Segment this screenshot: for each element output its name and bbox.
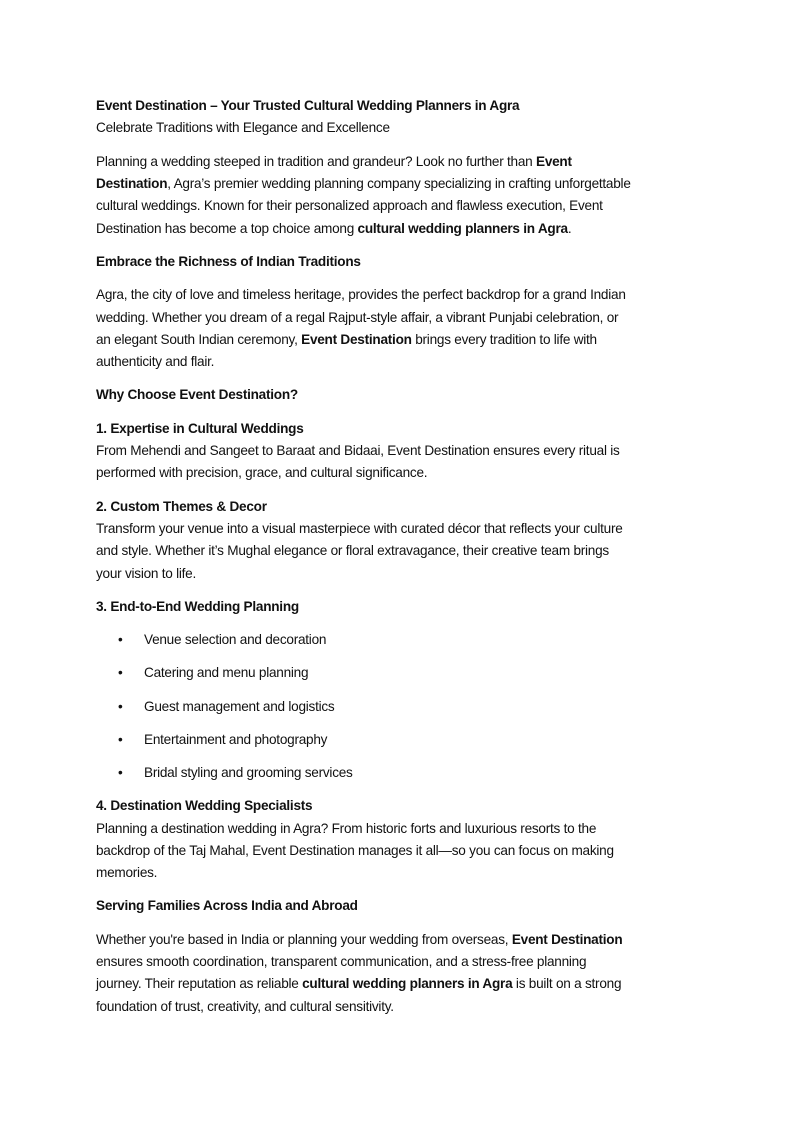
text: Whether you're based in India or planning your wedding from overseas, <box>96 931 512 947</box>
text-line <box>144 729 716 751</box>
text: cultural weddings. Known for their personalized approach and flawless execution, Event <box>96 198 603 214</box>
paragraph <box>96 151 716 241</box>
text-line <box>96 895 716 917</box>
bold-text: Destination <box>96 175 168 191</box>
text: and style. Whether it’s Mughal elegance or floral extravagance, their creative team brings <box>96 543 609 559</box>
bold-text: 2. Custom Themes & Decor <box>96 498 267 514</box>
paragraph <box>96 795 716 885</box>
text: Guest management and logistics <box>144 698 335 714</box>
text-line <box>96 596 716 618</box>
bold-text: Embrace the Richness of Indian Traditions <box>96 253 361 269</box>
text: Catering and menu planning <box>144 665 309 681</box>
text: , Agra’s premier wedding planning company specializing in crafting unforgettable <box>167 175 631 191</box>
text-line <box>96 173 716 195</box>
text-line <box>96 351 716 373</box>
bold-text: 1. Expertise in Cultural Weddings <box>96 420 304 436</box>
text: Agra, the city of love and timeless heritage, provides the perfect backdrop for a grand Indian <box>96 287 626 303</box>
text-line <box>96 929 716 951</box>
text: . <box>567 220 572 236</box>
text-line <box>96 862 716 884</box>
bullet-icon: • <box>118 632 123 648</box>
text: your vision to life. <box>96 565 197 581</box>
paragraph <box>96 929 716 1019</box>
text-line <box>144 762 716 784</box>
text: Planning a destination wedding in Agra? From historic forts and luxurious resorts to the <box>96 820 597 836</box>
bold-text: Serving Families Across India and Abroad <box>96 898 358 914</box>
text: From Mehendi and Sangeet to Baraat and Bidaai, Event Destination ensures every ritual is <box>96 443 620 459</box>
text: Entertainment and photography <box>144 731 328 747</box>
text: Transform your venue into a visual masterpiece with curated décor that reflects your culture <box>96 521 623 537</box>
text-line <box>96 795 716 817</box>
document-body <box>96 95 716 1029</box>
text-line <box>96 329 716 351</box>
text: ensures smooth coordination, transparent communication, and a stress-free planning <box>96 954 587 970</box>
text-line <box>96 840 716 862</box>
bullet-item <box>96 629 716 651</box>
text: performed with precision, grace, and cultural significance. <box>96 465 428 481</box>
paragraph <box>96 496 716 586</box>
text: Destination has become a top choice among <box>96 220 358 236</box>
paragraph <box>96 95 716 117</box>
text: brings every tradition to life with <box>411 331 597 347</box>
bold-text: Event <box>536 153 572 169</box>
text: is built on a strong <box>512 976 622 992</box>
paragraph <box>96 418 716 485</box>
bold-text: 3. End-to-End Wedding Planning <box>96 599 299 614</box>
text-line <box>96 218 716 240</box>
text-line <box>96 818 716 840</box>
text-line <box>96 307 716 329</box>
text-line <box>144 696 716 718</box>
bullet-icon: • <box>118 698 123 714</box>
bold-text: Event Destination <box>511 931 623 947</box>
text: Venue selection and decoration <box>144 632 327 648</box>
bold-text: Why Choose Event Destination? <box>96 387 298 403</box>
text: backdrop of the Taj Mahal, Event Destination manages it all—so you can focus on making <box>96 842 614 858</box>
bullet-item <box>96 762 716 784</box>
text-line <box>96 951 716 973</box>
text-line <box>96 462 716 484</box>
text-line <box>96 151 716 173</box>
bold-text: cultural wedding planners in Agra <box>357 220 568 236</box>
bullet-item <box>96 729 716 751</box>
text-line <box>96 117 716 139</box>
text-line <box>96 973 716 995</box>
paragraph <box>96 284 716 374</box>
paragraph <box>96 596 716 618</box>
text: Bridal styling and grooming services <box>144 764 353 780</box>
bold-text: Event Destination <box>301 331 412 347</box>
bold-text: cultural wedding planners in Agra <box>302 976 513 992</box>
text-line <box>96 284 716 306</box>
text-line <box>96 996 716 1018</box>
paragraph <box>96 117 716 139</box>
text-line <box>96 384 716 406</box>
text: memories. <box>96 865 158 881</box>
text-line <box>96 418 716 440</box>
bullet-icon: • <box>118 731 123 747</box>
text-line <box>96 195 716 217</box>
bullet-item <box>96 696 716 718</box>
text: foundation of trust, creativity, and cultural sensitivity. <box>96 998 394 1014</box>
text-line <box>96 563 716 585</box>
text: Planning a wedding steeped in tradition and grandeur? Look no further than <box>96 153 536 169</box>
text: wedding. Whether you dream of a regal Rajput-style affair, a vibrant Punjabi celebration, or <box>96 309 619 325</box>
text-line <box>144 629 716 651</box>
text-line <box>144 662 716 684</box>
text-line <box>96 95 716 117</box>
bullet-icon: • <box>118 665 123 681</box>
text-line <box>96 518 716 540</box>
text: Celebrate Traditions with Elegance and Excellence <box>96 120 390 136</box>
bullet-icon: • <box>118 764 123 780</box>
paragraph <box>96 251 716 273</box>
text-line <box>96 540 716 562</box>
paragraph <box>96 895 716 917</box>
bold-text: 4. Destination Wedding Specialists <box>96 798 313 814</box>
text: authenticity and flair. <box>96 354 215 370</box>
bold-text: Event Destination – Your Trusted Cultural Wedding Planners in Agra <box>96 98 520 113</box>
text-line <box>96 496 716 518</box>
text-line <box>96 251 716 273</box>
text: journey. Their reputation as reliable <box>96 976 303 992</box>
text: an elegant South Indian ceremony, <box>96 331 302 347</box>
text-line <box>96 440 716 462</box>
paragraph <box>96 384 716 406</box>
bullet-item <box>96 662 716 684</box>
